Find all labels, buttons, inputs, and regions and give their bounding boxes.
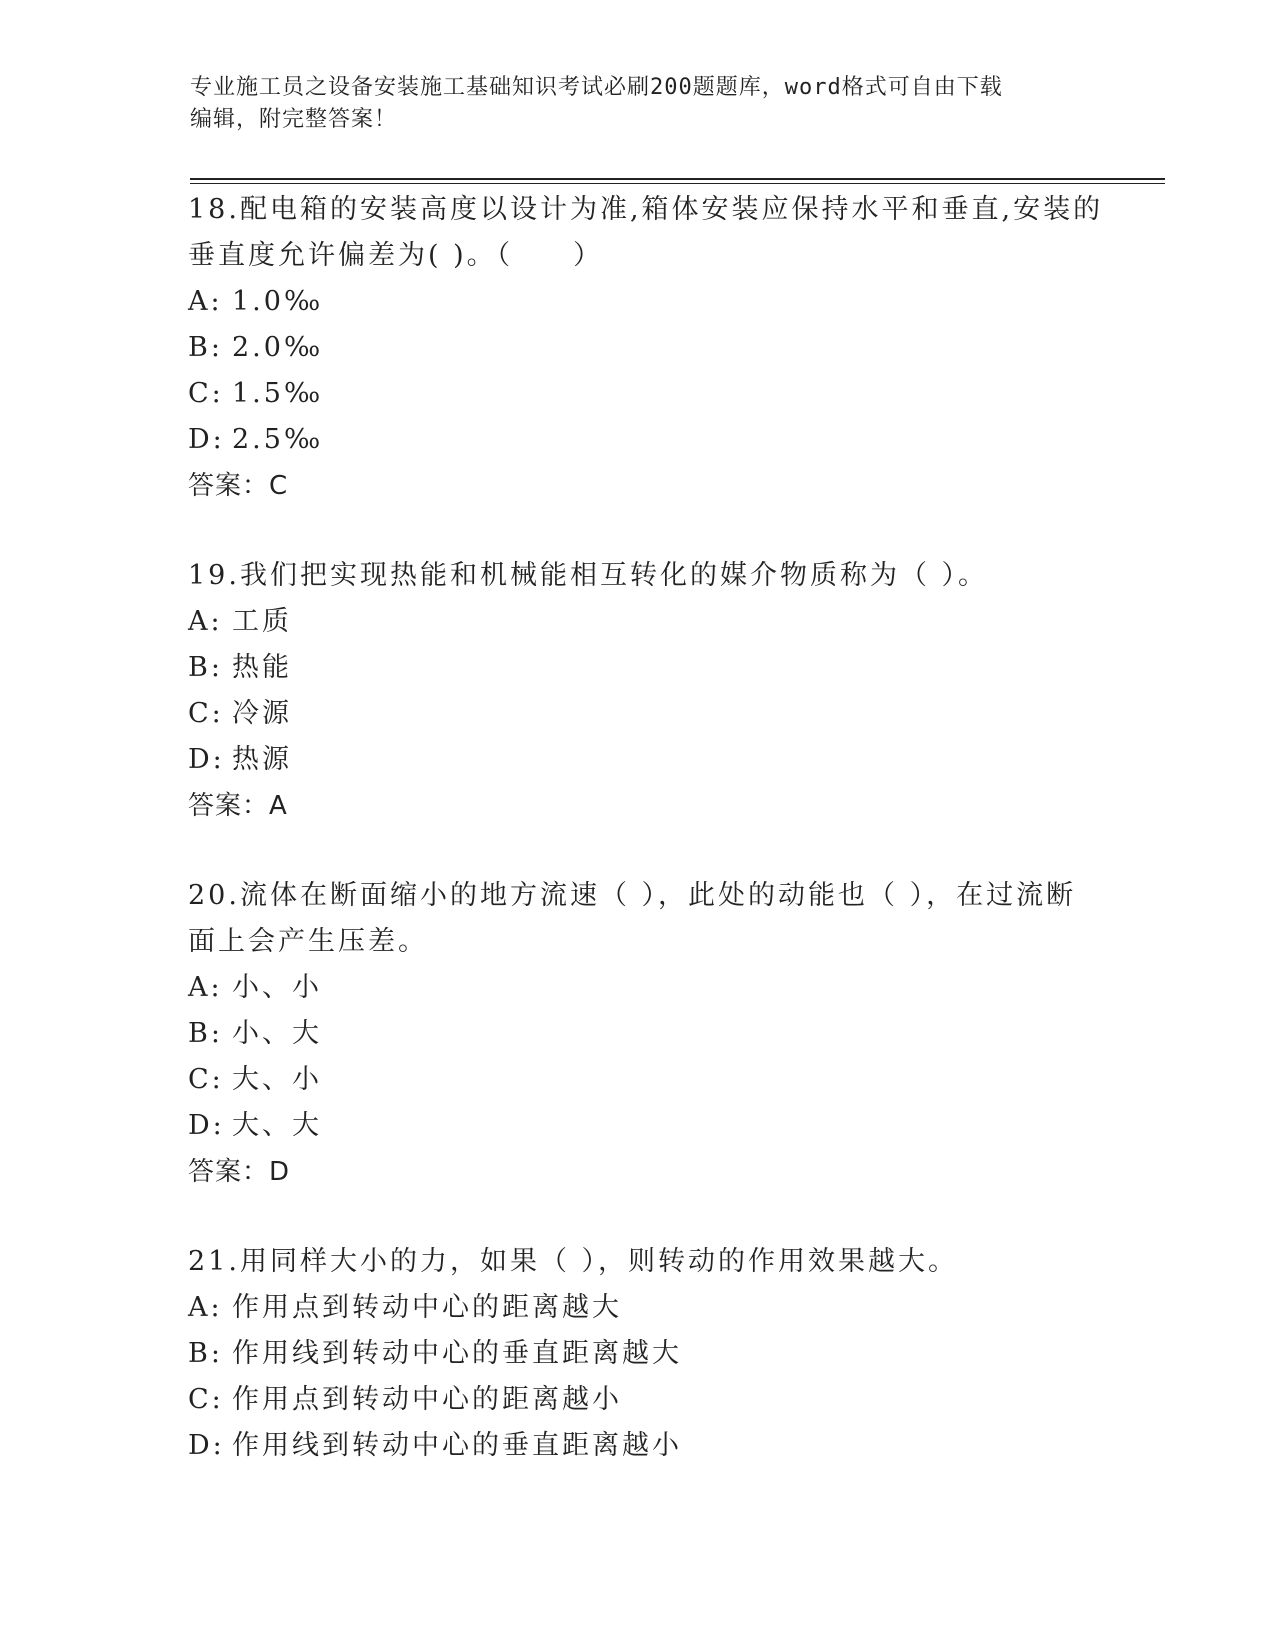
option-c bbox=[188, 371, 1108, 417]
option-text: 大、大 bbox=[232, 1110, 322, 1141]
option-b bbox=[188, 1331, 1108, 1377]
option-key: D: bbox=[188, 744, 225, 775]
option-text: 作用点到转动中心的距离越大 bbox=[232, 1292, 622, 1323]
option-text: 大、小 bbox=[232, 1064, 322, 1095]
option-key: B: bbox=[188, 332, 223, 363]
question-stem-line: 18.配电箱的安装高度以设计为准,箱体安装应保持水平和垂直,安装的 bbox=[188, 194, 1104, 225]
option-key: C: bbox=[188, 1384, 224, 1415]
option-text: 2.0‰ bbox=[232, 332, 324, 363]
question-19 bbox=[188, 553, 1108, 829]
option-text: 小、大 bbox=[232, 1018, 322, 1049]
option-key: D: bbox=[188, 1110, 225, 1141]
option-text: 工质 bbox=[232, 606, 292, 637]
option-d bbox=[188, 1423, 1108, 1469]
option-key: A: bbox=[188, 972, 223, 1003]
option-a bbox=[188, 279, 1108, 325]
question-stem-line: 垂直度允许偏差为( )。（ ） bbox=[188, 240, 604, 271]
answer-label: 答案：D bbox=[188, 1157, 291, 1187]
option-key: C: bbox=[188, 1064, 224, 1095]
option-d bbox=[188, 737, 1108, 783]
option-key: C: bbox=[188, 378, 224, 409]
option-c bbox=[188, 691, 1108, 737]
option-key: A: bbox=[188, 606, 223, 637]
option-d bbox=[188, 1103, 1108, 1149]
question-20 bbox=[188, 873, 1108, 1195]
question-stem-line: 19.我们把实现热能和机械能相互转化的媒介物质称为（ ）。 bbox=[188, 560, 989, 591]
option-key: D: bbox=[188, 1430, 225, 1461]
answer-label: 答案：A bbox=[188, 791, 288, 821]
option-key: C: bbox=[188, 698, 224, 729]
option-key: D: bbox=[188, 424, 225, 455]
option-key: A: bbox=[188, 1292, 223, 1323]
option-key: B: bbox=[188, 652, 223, 683]
option-text: 作用线到转动中心的垂直距离越小 bbox=[232, 1430, 682, 1461]
option-text: 2.5‰ bbox=[232, 424, 324, 455]
option-key: A: bbox=[188, 286, 223, 317]
option-a bbox=[188, 599, 1108, 645]
option-key: B: bbox=[188, 1338, 223, 1369]
header-line-2: 编辑，附完整答案！ bbox=[190, 107, 398, 132]
question-21 bbox=[188, 1239, 1108, 1469]
header-divider-thin bbox=[190, 183, 1165, 184]
option-text: 作用线到转动中心的垂直距离越大 bbox=[232, 1338, 682, 1369]
option-text: 热源 bbox=[232, 744, 292, 775]
option-b bbox=[188, 1011, 1108, 1057]
option-c bbox=[188, 1057, 1108, 1103]
option-c bbox=[188, 1377, 1108, 1423]
question-list bbox=[188, 187, 1108, 1513]
option-a bbox=[188, 1285, 1108, 1331]
question-stem-line: 21.用同样大小的力，如果（ ），则转动的作用效果越大。 bbox=[188, 1246, 959, 1277]
option-text: 冷源 bbox=[232, 698, 292, 729]
header-divider-thick bbox=[190, 178, 1165, 180]
document-header bbox=[190, 72, 1090, 136]
question-18 bbox=[188, 187, 1108, 509]
option-key: B: bbox=[188, 1018, 223, 1049]
option-d bbox=[188, 417, 1108, 463]
answer-label: 答案：C bbox=[188, 471, 289, 501]
question-stem-line: 20.流体在断面缩小的地方流速（ ），此处的动能也（ ），在过流断 bbox=[188, 880, 1077, 911]
option-text: 1.5‰ bbox=[232, 378, 324, 409]
option-b bbox=[188, 325, 1108, 371]
question-stem-line: 面上会产生压差。 bbox=[188, 926, 428, 957]
option-text: 热能 bbox=[232, 652, 292, 683]
option-text: 作用点到转动中心的距离越小 bbox=[232, 1384, 622, 1415]
header-line-1: 专业施工员之设备安装施工基础知识考试必刷200题题库，word格式可自由下载 bbox=[190, 75, 1003, 100]
option-b bbox=[188, 645, 1108, 691]
option-a bbox=[188, 965, 1108, 1011]
option-text: 小、小 bbox=[232, 972, 322, 1003]
option-text: 1.0‰ bbox=[232, 286, 324, 317]
